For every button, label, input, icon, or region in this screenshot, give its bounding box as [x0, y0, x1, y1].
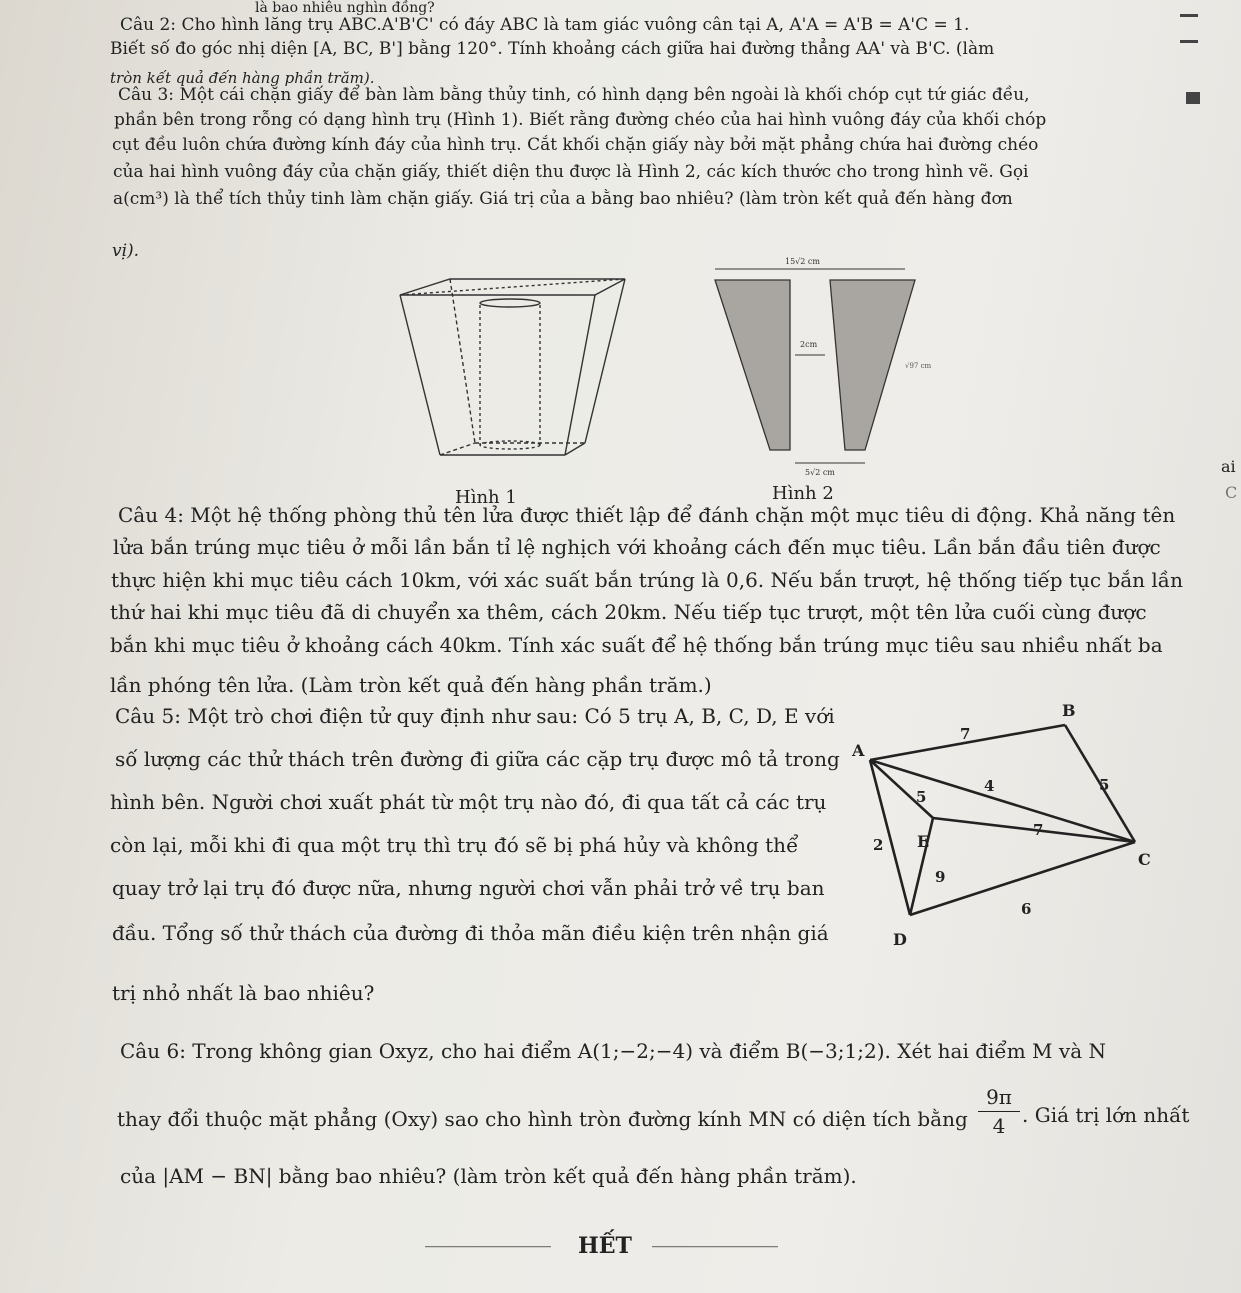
q6-fraction-denominator: 4 [992, 1114, 1006, 1138]
q3-line1: Câu 3: Một cái chặn giấy để bàn làm bằng thủy tinh, có hình dạng bên ngoài là khối chóp cụt tứ giác đều, [118, 85, 1030, 105]
q6-fraction [978, 1085, 1020, 1138]
margin-text-2: C [1225, 483, 1238, 502]
q5-graph [850, 690, 1170, 960]
footer-dashes-right: ______________ [652, 1227, 778, 1248]
figure-1-caption: Hình 1 [455, 487, 517, 508]
margin-text-1: ai [1221, 457, 1236, 476]
q5-line2: số lượng các thử thách trên đường đi giữa các cặp trụ được mô tả trong [115, 747, 840, 771]
q3-line5: a(cm³) là thể tích thủy tinh làm chặn giấy. Giá trị của a bằng bao nhiêu? (làm tròn kết quả đến hàng đơn [113, 189, 1013, 209]
q6-line2b: . Giá trị lớn nhất [1022, 1103, 1190, 1127]
q4-line4: thứ hai khi mục tiêu đã di chuyển xa thêm, cách 20km. Nếu tiếp tục trượt, một tên lửa cuối cùng được [110, 600, 1147, 624]
node-b-label: B [1062, 701, 1076, 720]
node-d-label: D [893, 930, 907, 949]
margin-mark-1 [1180, 14, 1198, 17]
weight-a-d: 2 [873, 836, 884, 854]
footer-dashes-left: ______________ [425, 1227, 551, 1248]
node-c-label: C [1138, 850, 1151, 869]
fig2-mid-label: 2cm [800, 340, 818, 349]
q2-line3: tròn kết quả đến hàng phần trăm). [110, 69, 375, 87]
weight-a-b: 7 [960, 725, 971, 743]
q6-line2a: thay đổi thuộc mặt phẳng (Oxy) sao cho hình tròn đường kính MN có diện tích bằng [117, 1107, 968, 1131]
q2-line2: Biết số đo góc nhị diện [A, BC, B'] bằng 120°. Tính khoảng cách giữa hai đường thẳng AA' và B'C. (làm [110, 39, 995, 59]
q3-line6: vị). [112, 241, 140, 261]
margin-mark-3 [1186, 92, 1200, 104]
q5-line3: hình bên. Người chơi xuất phát từ một trụ nào đó, đi qua tất cả các trụ [110, 790, 827, 814]
q3-line2: phần bên trong rỗng có dạng hình trụ (Hình 1). Biết rằng đường chéo của hai hình vuông đáy của khối chóp [114, 110, 1047, 130]
figure-1-frustum [380, 265, 640, 485]
q5-line6: đầu. Tổng số thử thách của đường đi thỏa mãn điều kiện trên nhận giá [112, 921, 829, 945]
figure-2-caption: Hình 2 [772, 483, 834, 504]
figure-2-section [700, 255, 940, 480]
q5-line4: còn lại, mỗi khi đi qua một trụ thì trụ đó sẽ bị phá hủy và không thể [110, 833, 799, 857]
q4-line6: lần phóng tên lửa. (Làm tròn kết quả đến hàng phần trăm.) [110, 673, 712, 697]
q4-line3: thực hiện khi mục tiêu cách 10km, với xác suất bắn trúng là 0,6. Nếu bắn trượt, hệ thống tiếp tục bắn lần [111, 568, 1183, 592]
q6-line3: của |AM − BN| bằng bao nhiêu? (làm tròn kết quả đến hàng phần trăm). [120, 1164, 857, 1188]
q3-line4: của hai hình vuông đáy của chặn giấy, thiết diện thu được là Hình 2, các kích thước cho trong hình vẽ. Gọi [113, 162, 1029, 182]
q4-line1: Câu 4: Một hệ thống phòng thủ tên lửa được thiết lập để đánh chặn một mục tiêu di động. Khả năng tên [118, 503, 1176, 527]
q6-line1: Câu 6: Trong không gian Oxyz, cho hai điểm A(1;−2;−4) và điểm B(−3;1;2). Xét hai điểm M và N [120, 1039, 1106, 1063]
fig2-top-label: 15√2 cm [785, 257, 820, 266]
weight-e-c: 7 [1033, 821, 1044, 839]
weight-a-e: 5 [916, 788, 927, 806]
edge-a-c [870, 760, 1135, 842]
margin-mark-2 [1180, 40, 1198, 43]
q5-line7: trị nhỏ nhất là bao nhiêu? [112, 981, 375, 1005]
q4-line5: bắn khi mục tiêu ở khoảng cách 40km. Tính xác suất để hệ thống bắn trúng mục tiêu sau nhiều nhất ba [110, 633, 1163, 657]
node-e-label: E [917, 832, 930, 851]
weight-e-d: 9 [935, 868, 946, 886]
q2-line1: Câu 2: Cho hình lăng trụ ABC.A'B'C' có đáy ABC là tam giác vuông cân tại A, A'A = A'B = A'C = 1. [120, 15, 970, 35]
q2-line0: là bao nhiêu nghìn đồng? [255, 0, 435, 16]
footer-end-text: HẾT [578, 1233, 632, 1259]
q5-line5: quay trở lại trụ đó được nữa, nhưng người chơi vẫn phải trở về trụ ban [112, 876, 825, 900]
fig2-bottom-label: 5√2 cm [805, 468, 835, 477]
q3-line3: cụt đều luôn chứa đường kính đáy của hình trụ. Cắt khối chặn giấy này bởi mặt phẳng chứa hai đường chéo [112, 135, 1039, 155]
q6-fraction-numerator: 9π [978, 1085, 1020, 1112]
weight-a-c: 4 [984, 777, 995, 795]
fig2-side-label: √97 cm [905, 362, 932, 370]
q4-line2: lửa bắn trúng mục tiêu ở mỗi lần bắn tỉ lệ nghịch với khoảng cách đến mục tiêu. Lần bắn đầu tiên được [113, 535, 1161, 559]
q5-line1: Câu 5: Một trò chơi điện tử quy định như sau: Có 5 trụ A, B, C, D, E với [115, 704, 835, 728]
weight-d-c: 6 [1021, 900, 1032, 918]
node-a-label: A [852, 741, 865, 760]
weight-b-c: 5 [1099, 776, 1110, 794]
